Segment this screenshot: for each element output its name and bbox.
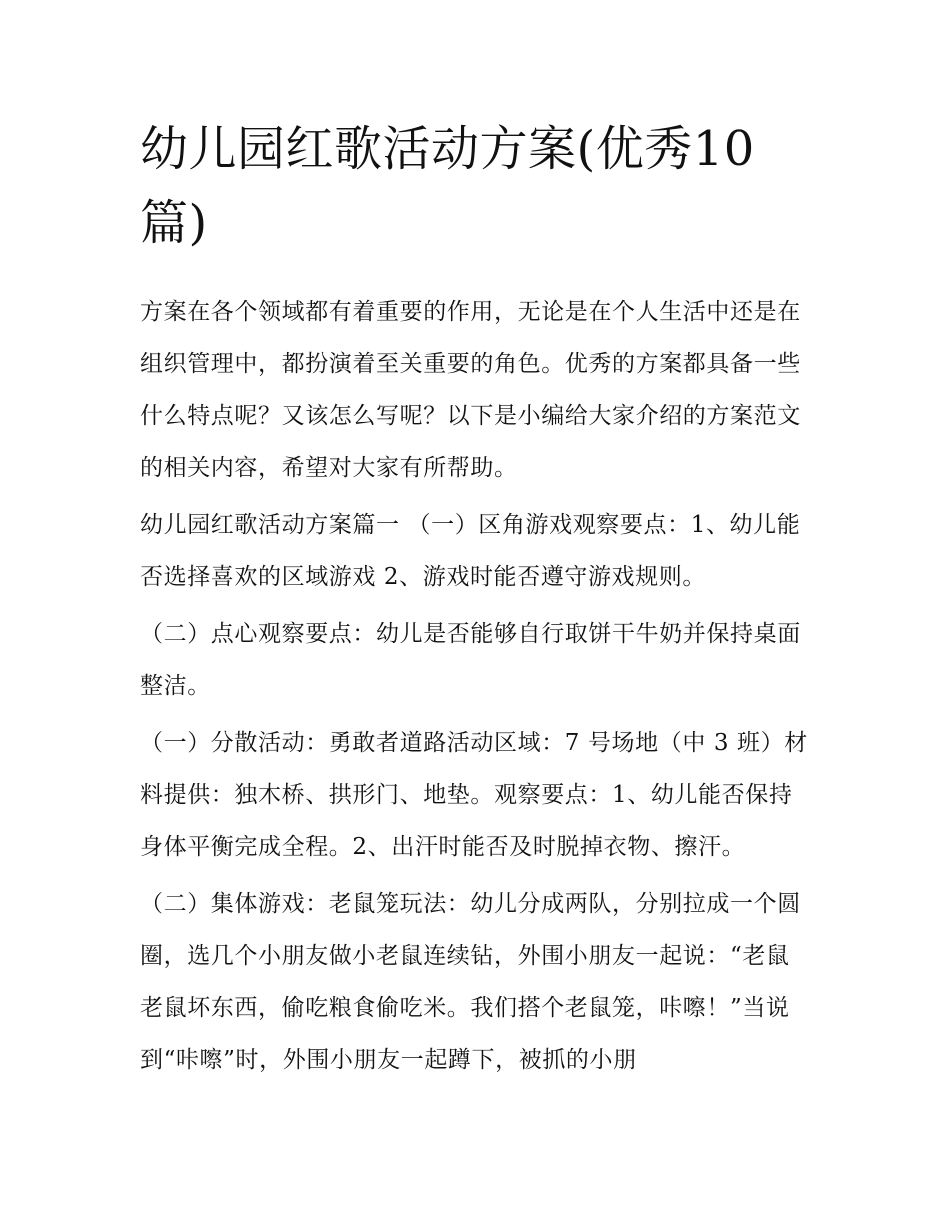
document-title: 幼儿园红歌活动方案(优秀10篇) [140, 121, 755, 251]
paragraph-area-game: 幼儿园红歌活动方案篇一 （一）区角游戏观察要点：1、幼儿能否选择喜欢的区域游戏 2、游戏时能否遵守游戏规则。 [140, 512, 801, 590]
paragraph-snack: （二）点心观察要点：幼儿是否能够自行取饼干牛奶并保持桌面整洁。 [140, 621, 801, 699]
document-content [140, 112, 812, 1091]
document-body [140, 286, 812, 1086]
intro-paragraph: 方案在各个领域都有着重要的作用，无论是在个人生活中还是在组织管理中，都扮演着至关重要的角色。优秀的方案都具备一些什么特点呢？又该怎么写呢？以下是小编给大家介绍的方案范文的相关内容，希望对大家有所帮助。 [140, 299, 801, 481]
paragraph-group-game: （二）集体游戏：老鼠笼玩法：幼儿分成两队，分别拉成一个圆圈，选几个小朋友做小老鼠连续钻，外围小朋友一起说：“老鼠老鼠坏东西，偷吃粮食偷吃米。我们搭个老鼠笼，咔嚓！”当说到“咔嚓”时，外围小朋友一起蹲下，被抓的小朋 [140, 891, 801, 1073]
paragraph-scattered-activity: （一）分散活动：勇敢者道路活动区域：7 号场地（中 3 班）材料提供：独木桥、拱形门、地垫。观察要点：1、幼儿能否保持身体平衡完成全程。2、出汗时能否及时脱掉衣物、擦汗。 [140, 730, 808, 860]
